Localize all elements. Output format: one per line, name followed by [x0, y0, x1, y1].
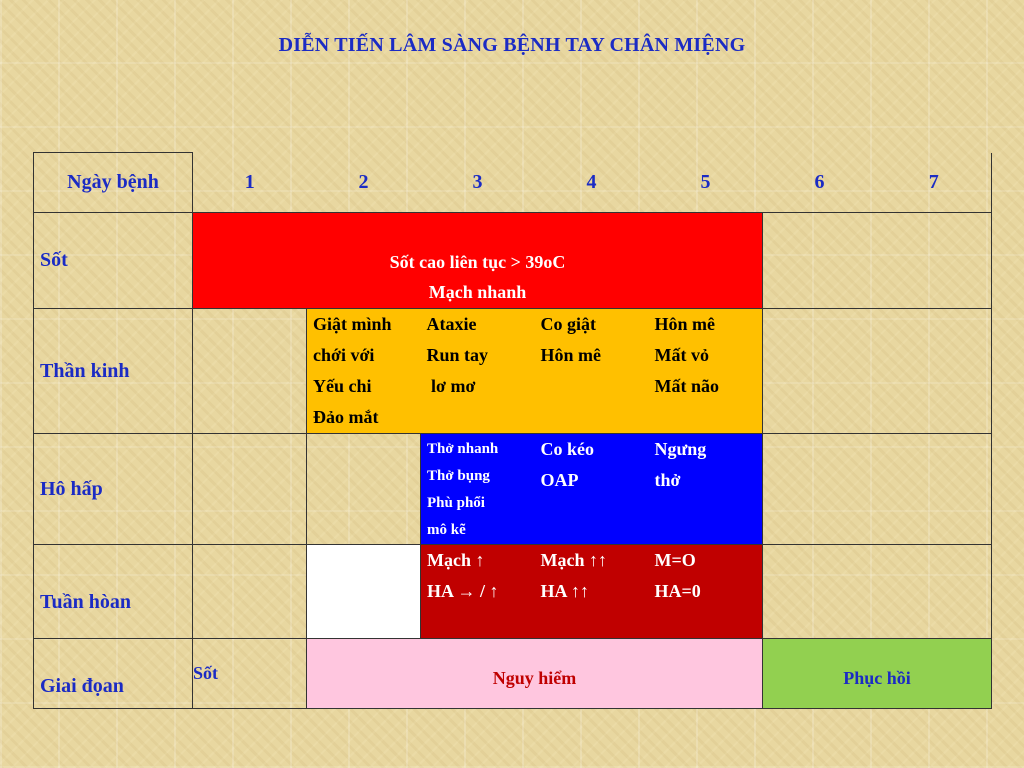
circ-day2-cell — [307, 545, 421, 639]
resp-text: Ngưng — [654, 439, 707, 459]
resp-day2-cell — [307, 434, 421, 545]
day-7: 7 — [877, 153, 992, 213]
circ-day1-cell — [193, 545, 307, 639]
neuro-row — [34, 309, 992, 434]
fever-line: Mạch nhanh — [428, 282, 527, 302]
header-row — [34, 153, 992, 213]
circ-day3-cell — [421, 545, 535, 639]
neuro-text: Mất não — [654, 376, 719, 396]
day-header-label: Ngày bệnh — [34, 153, 193, 213]
fever-cell — [193, 213, 763, 309]
circ-text: HA ↑↑ — [540, 581, 590, 601]
neuro-text: Hôn mê — [540, 345, 601, 365]
resp-day5-cell — [649, 434, 763, 545]
resp-day1-cell — [193, 434, 307, 545]
fever-line: Sốt cao liên tục > 39oC — [389, 252, 566, 272]
stage-row-label: Giai đọan — [34, 639, 193, 709]
neuro-empty-cell — [763, 309, 992, 434]
neuro-text: Hôn mê — [654, 314, 715, 334]
stage-recovery: Phục hồi — [763, 639, 992, 709]
neuro-text: Giật mình — [313, 314, 392, 334]
fever-row — [34, 213, 992, 309]
resp-text: Thở bụng — [427, 468, 490, 484]
fever-row-label: Sốt — [34, 213, 193, 309]
day-1: 1 — [244, 170, 255, 193]
circ-text: HA=0 — [654, 581, 701, 601]
resp-text: Thở nhanh — [427, 441, 499, 457]
fever-empty-cell — [763, 213, 992, 309]
resp-row-label: Hô hấp — [34, 434, 193, 545]
day-2: 2 — [358, 170, 369, 193]
stage-danger: Nguy hiểm — [307, 639, 763, 709]
resp-text: Co kéo — [540, 439, 594, 459]
resp-day4-cell — [535, 434, 649, 545]
page-title: DIỄN TIẾN LÂM SÀNG BỆNH TAY CHÂN MIỆNG — [278, 34, 746, 56]
circ-empty-cell — [763, 545, 992, 639]
neuro-day4-cell — [535, 309, 649, 434]
neuro-text: chới với — [313, 345, 375, 365]
circ-text: HA → / ↑ — [427, 581, 499, 601]
neuro-text: lơ mơ — [426, 376, 476, 396]
neuro-text: Yếu chi — [313, 376, 372, 396]
day-5: 5 — [700, 170, 711, 193]
circ-text: M=O — [654, 550, 696, 570]
neuro-day3-cell — [421, 309, 535, 434]
day-6: 6 — [814, 170, 825, 193]
resp-text: thở — [654, 470, 681, 490]
resp-text: mô kẽ — [427, 522, 466, 538]
circ-day5-cell — [649, 545, 763, 639]
resp-text: Phù phổi — [427, 495, 485, 511]
day-3: 3 — [472, 170, 483, 193]
neuro-day2-cell — [307, 309, 421, 434]
resp-empty-cell — [763, 434, 992, 545]
clinical-course-table — [33, 152, 992, 709]
day-4: 4 — [586, 170, 597, 193]
resp-text: OAP — [540, 470, 579, 490]
circ-day4-cell — [535, 545, 649, 639]
stage-row — [34, 639, 992, 709]
neuro-text: Đảo mắt — [313, 407, 379, 427]
neuro-text: Co giật — [540, 314, 596, 334]
neuro-day5-cell — [649, 309, 763, 434]
stage-fever: Sốt — [193, 639, 307, 709]
circ-text: Mạch ↑↑ — [540, 550, 607, 570]
neuro-day1-cell — [193, 309, 307, 434]
neuro-row-label: Thần kinh — [34, 309, 193, 434]
neuro-text: Run tay — [426, 345, 489, 365]
neuro-text: Mất vỏ — [654, 345, 709, 365]
neuro-text: Ataxie — [426, 314, 477, 334]
circ-text: Mạch ↑ — [427, 550, 485, 570]
resp-row — [34, 434, 992, 545]
resp-day3-cell — [421, 434, 535, 545]
circ-row — [34, 545, 992, 639]
circ-row-label: Tuần hòan — [34, 545, 193, 639]
